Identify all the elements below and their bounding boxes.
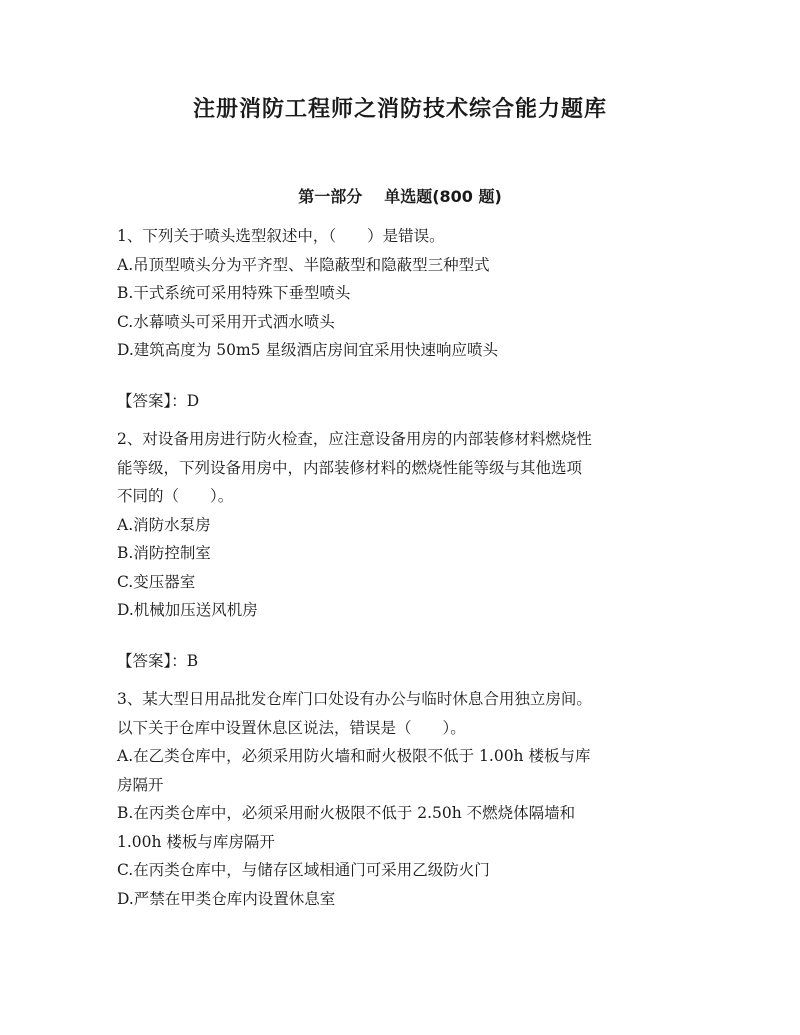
question-stem-line: 不同的（ ）。: [117, 487, 234, 505]
answer-line: [117, 647, 687, 676]
option-a: A.消防水泵房: [117, 515, 211, 534]
answer-separator: ：: [171, 651, 187, 670]
option-a: A.吊顶型喷头分为平齐型、半隐蔽型和隐蔽型三种型式: [117, 255, 490, 274]
answer-value: B: [186, 651, 199, 670]
option-c: C.变压器室: [117, 572, 196, 591]
answer-value: D: [186, 391, 200, 410]
document-title: 注册消防工程师之消防技术综合能力题库: [192, 97, 607, 122]
answer-line: [117, 387, 687, 416]
answer-label: 【答案】: [117, 391, 172, 410]
option-d: D.建筑高度为 50m5 星级酒店房间宜采用快速响应喷头: [117, 341, 498, 359]
question-stem-line: 能等级，下列设备用房中，内部装修材料的燃烧性能等级与其他选项: [117, 458, 583, 477]
option-d: D.机械加压送风机房: [117, 601, 258, 619]
option-c: C.在丙类仓库中，与储存区域相通门可采用乙级防火门: [117, 861, 490, 879]
option-c: C.水幕喷头可采用开式洒水喷头: [117, 312, 335, 331]
answer-label: 【答案】: [117, 651, 172, 670]
option-b-continued: 1.00h 楼板与库房隔开: [117, 832, 275, 851]
question-stem-line: 2、对设备用房进行防火检查，应注意设备用房的内部装修材料燃烧性: [117, 430, 592, 448]
option-b: B.在丙类仓库中，必须采用耐火极限不低于 2.50h 不燃烧体隔墙和: [117, 804, 576, 822]
option-b: B.干式系统可采用特殊下垂型喷头: [117, 284, 351, 302]
question-2: [117, 425, 687, 675]
section-name: 单选题(800 题): [384, 187, 502, 206]
option-b: B.消防控制室: [117, 544, 211, 562]
option-a-continued: 房隔开: [117, 775, 164, 794]
option-d: D.严禁在甲类仓库内设置休息室: [117, 889, 336, 908]
section-part: 第一部分: [298, 187, 363, 206]
section-heading: [0, 184, 800, 207]
option-a: A.在乙类仓库中，必须采用防火墙和耐火极限不低于 1.00h 楼板与库: [117, 747, 591, 765]
answer-separator: ：: [171, 391, 187, 410]
question-stem-line: 以下关于仓库中设置休息区说法，错误是（ ）。: [117, 718, 466, 737]
question-stem-line: 1、下列关于喷头选型叙述中，（ ）是错误。: [117, 227, 445, 245]
question-1: [117, 222, 687, 415]
question-3: [117, 685, 687, 913]
question-list: [117, 222, 687, 913]
question-stem-line: 3、某大型日用品批发仓库门口处设有办公与临时休息合用独立房间。: [117, 690, 592, 708]
